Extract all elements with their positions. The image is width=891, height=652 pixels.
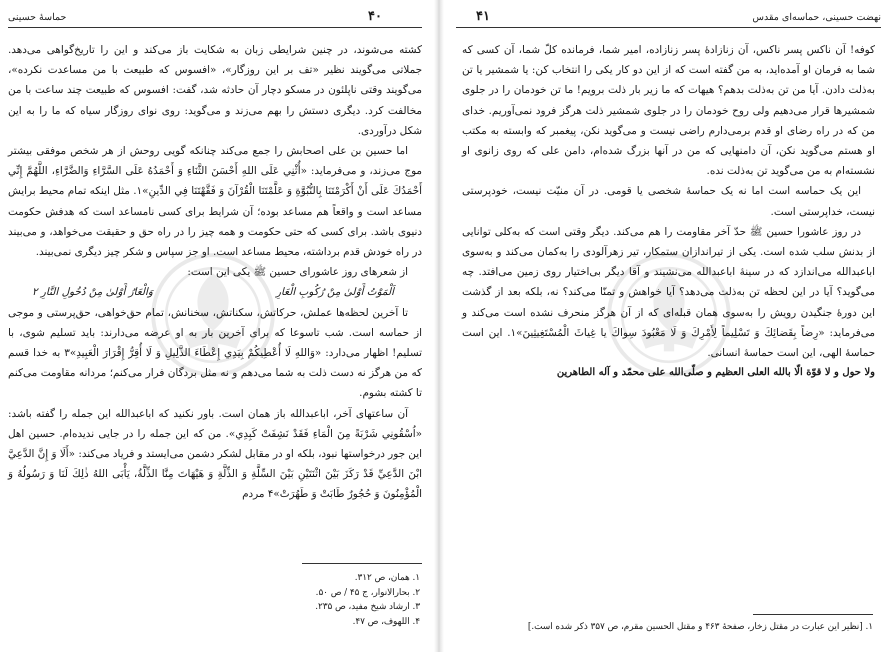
running-title: حماسهٔ حسینی [8,12,67,23]
closing-prayer: ولا حول و لا قوّة الّا بالله العلی العظیم و صلّی‌الله علی محمّد و آله الطاهرین [556,367,875,379]
right-body-text [462,40,875,383]
right-footnotes [453,620,873,635]
paragraph: کوفه! آن ناکس پسر ناکس، آن زنازادهٔ پسر زنازاده، امیر شما، فرمانده کلّ شما، آن کسی که شما به فرمان او آمده‌اید، به من گفته است که از این دو کار یکی را انتخاب کن: یا شمشیر یا تن به‌ذلت دادن. آیا من تن به‌ذلت بدهم؟ هیهات که ما زیر بار ذلت برویم! ما تن خودمان را در جلوی شمشیرها قرار می‌دهیم ولی روح خودمان را در جلوی شمشیر ذلت هرگز فرود نمی‌آوریم. خدای من که در راه رضای او قدم برمی‌دارم راضی نیست و می‌گوید نکن، پیغمبر که وابسته به مکتب او هستم می‌گوید نکن، آن دامنهایی که من در آنها بزرگ شده‌ام، دامن علی که روی زانوی او نشسته‌ام به من می‌گوید تن به‌ذلت نده. [462,44,875,178]
footnote-divider [302,563,422,564]
page-number: ۴۰ [368,9,382,24]
footnote: ۱. همان، ص ۳۱۲. [354,573,420,583]
paragraph: از شعرهای روز عاشورای حسین ﷺ یکی این است: [187,266,408,279]
left-page-header [8,9,422,28]
right-page [448,0,891,652]
paragraph: این یک حماسه است اما نه یک حماسهٔ شخصی یا قومی. در آن منیّت نیست، خودپرستی نیست، خداپرستی است. [462,185,875,218]
footnote: ۱. [نظیر این عبارت در مقتل زخار، صفحهٔ ۴۶۳ و مقتل الحسین مقرم، ص ۳۵۷ ذکر شده است.] [527,622,873,632]
footnote-divider [753,614,873,615]
running-title: نهضت حسینی، حماسه‌ای مقدس [752,12,881,23]
paragraph: کشته می‌شوند، در چنین شرایطی زبان به شکایت باز می‌کند و این را تاریخ‌گواهی می‌دهد. جملاتی می‌گویند نظیر «تف بر این روزگار»، «افسوس که طبیعت با من مساعدت نکرده»، می‌گویند وقتی ناپلئون در مسکو دچار آن حادثه شد، گفت: افسوس که طبیعت چند ساعت با من مخالفت کرد. دیگری دستش را بهم می‌زند و می‌گوید: روی نوای روزگار سیاه که ما را به این شکل درآوردی. [8,44,422,137]
paragraph: آن ساعتهای آخر، اباعبدالله باز همان است. باور نکنید که اباعبدالله این جمله را گفته باشد: «اُسْقُونِي شَرْبَةً مِنَ الْمَاءِ فَقَدْ نَشِفَتْ كَبِدِي». من که این جمله را در جایی ندیده‌ام. حسین اهل این جور درخواستها نبود، بلکه او در مقابل لشکر دشمن می‌ایستد و فریاد می‌کند: «أَلَا وَ إِنَّ الدَّعِيَّ ابْنَ الدَّعِيِّ قَدْ رَكَزَ بَيْنَ اثْنَتَيْنِ بَيْنَ السِّلَّةِ وَ الذِّلَّةِ وَ هَيْهَاتَ مِنَّا الذِّلَّةُ، يَأْبَى اللهُ ذٰلِكَ لَنَا وَ رَسُولُهُ وَ الْمُؤْمِنُونَ وَ حُجُورٌ طَابَتْ وَ طَهُرَتْ»۴ مردم [8,407,422,501]
verse-hemistich-right: اَلْمَوْتُ أَوْلىٰ مِنْ رُكُوبِ الْعَارِ [276,286,394,299]
footnote: ۲. بحارالانوار، ج ۴۵ / ص ۵۰. [315,587,420,598]
book-gutter [434,0,444,652]
verse-hemistich-left: وَالْعَارُ أَوْلىٰ مِنْ دُخُولِ النَّارِ ۲ [32,286,153,299]
left-page [0,0,430,652]
paragraph: اما حسین بن علی اصحابش را جمع می‌کند چنانکه گویی روحش از هر شخص موفقی بیشتر موج می‌زند، و می‌فرماید: «أُثْنِي عَلَى اللهِ أَحْسَنَ الثَّنَاءِ وَ أَحْمَدُهُ عَلَى السَّرَّاءِ وَالضَّرَّاءِ، اللَّهُمَّ إِنِّي أَحْمَدُكَ عَلَى أَنْ أَكْرَمْتَنَا بِالنُّبُوَّةِ وَ عَلَّمْتَنَا الْقُرْآنَ وَ فَقَّهْتَنَا فِي الدِّينِ»۱. مثل اینکه تمام محیط برایش مساعد است و واقعاً هم مساعد بوده؛ آن شرایط برای کسی نامساعد است که هدفش حکومت دنیوی باشد. برای کسی که حتی حکومت و همه چیز را در راه حق و حقیقت می‌خواهد، و می‌بیند در راه خودش قدم برداشته، محیط مساعد است. او جز سپاس و شکر چیز دیگری نمی‌بیند. [8,145,422,259]
paragraph: در روز عاشورا حسین ﷺ حدّ آخر مقاومت را هم می‌کند. دیگر وقتی است که به‌کلی توانایی از بدنش سلب شده است. یکی از تیراندازان ستمکار، تیر زهرآلودی را به‌کمان می‌کند و به‌سوی اباعبدالله می‌اندازد که در سینهٔ اباعبدالله می‌نشیند و آقا دیگر بی‌اختیار روی زمین می‌افتد. چه می‌گوید؟ آیا در این لحظه تن به‌ذلت می‌دهد؟ آیا خواهش و تمنّا می‌کند؟ نه، بلکه بعد از گذشت این دورهٔ جنگیدن رویش را به‌سوی همان قبله‌ای که از آن هرگز منحرف نشده است می‌کند و می‌فرماید: «رِضاً بِقَضائِكَ وَ تَسْلِيماً لِأَمْرِكَ وَ لَا مَعْبُودَ سِواكَ يا غِياثَ الْمُسْتَغِيثِينَ»۱. این است حماسهٔ الهی، این است حماسهٔ انسانی. [462,225,875,360]
paragraph: تا آخرین لحظه‌ها عملش، حرکاتش، سکناتش، سخنانش، تمام حق‌خواهی، حق‌پرستی و موجی از حماسه است. شب تاسوعا که برای آخرین بار به او عرضه می‌دارند: باید تسلیم شوی، با تسلیم! اظهار می‌دارد: «وَاللهِ لَا أُعْطِيكُمْ بِيَدِي إِعْطَاءَ الذَّلِيلِ وَ لَا أُقِرُّ إِقْرَارَ الْعَبِيدِ»۳ به خدا قسم که من هرگز نه دست ذلت به شما می‌دهم و نه مثل بردگان فرار می‌کنم؛ مردانه مقاومت می‌کنم تا کشته بشوم. [8,306,422,400]
right-page-header [456,9,881,28]
left-footnotes [120,571,420,629]
footnote: ۴. اللهوف، ص ۴۷. [352,616,420,627]
poem-verse [8,282,422,302]
left-body-text [8,40,422,505]
page-number: ۴۱ [476,9,490,24]
footnote: ۳. ارشاد شیخ مفید، ص ۲۳۵. [315,602,420,612]
